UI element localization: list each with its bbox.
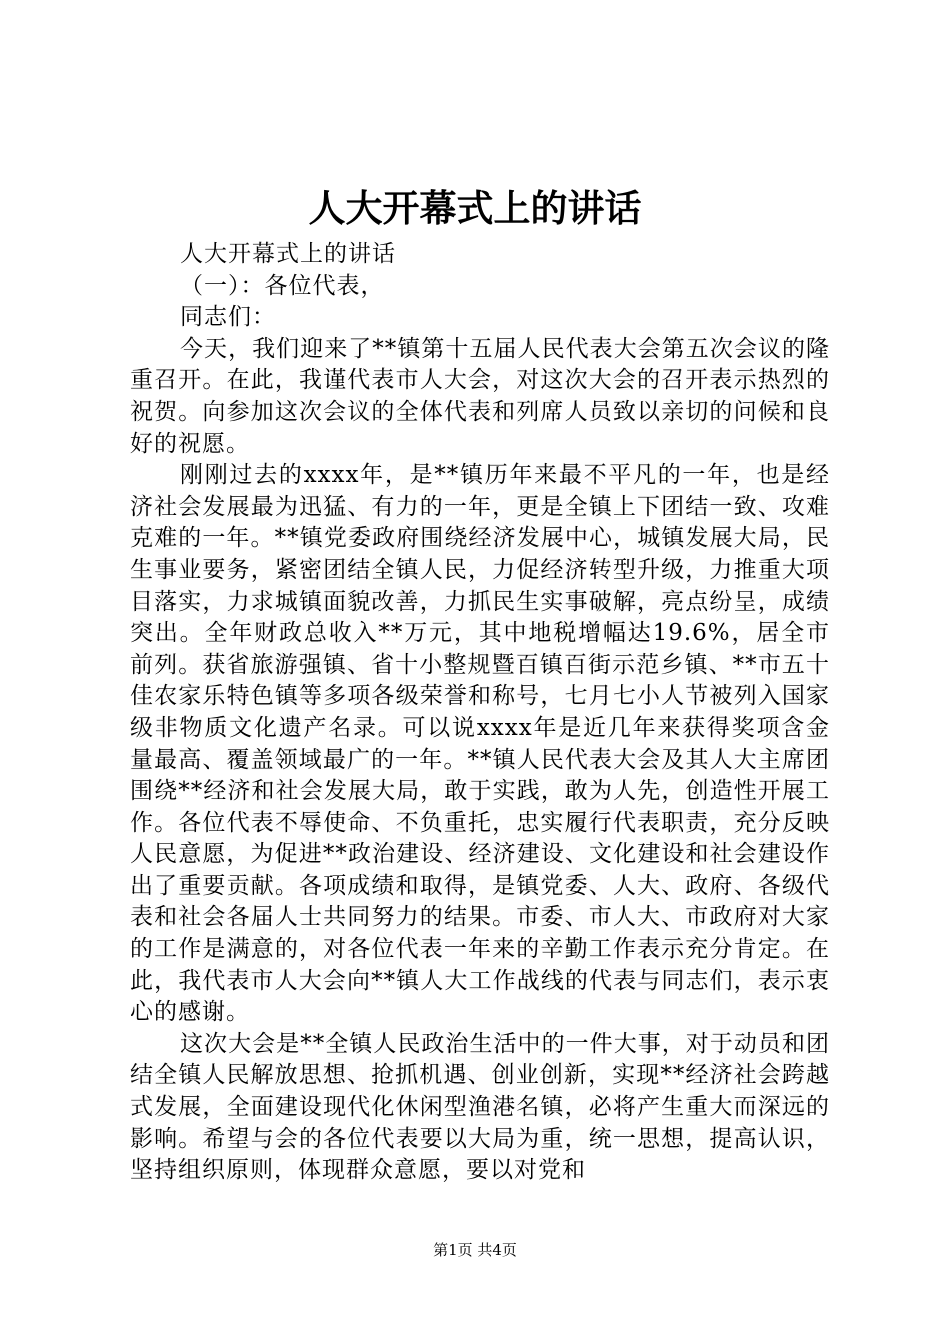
- page-number-footer: 第1页 共4页: [433, 1241, 517, 1259]
- paragraph-comrades: 同志们：: [180, 304, 276, 331]
- paragraph-salutation: （一）：各位代表，: [180, 272, 385, 299]
- document-title: 人大开幕式上的讲话: [308, 186, 642, 230]
- paragraph-opening: 今天，我们迎来了**镇第十五届人民代表大会第五次会议的隆重召开。在此，我谨代表市人大会，对这次大会的召开表示热烈的祝贺。向参加这次会议的全体代表和列席人员致以亲切的问候和良好的祝愿。: [130, 335, 830, 457]
- document-body: [130, 239, 830, 1187]
- paragraph-achievements: 刚刚过去的xxxx年，是**镇历年来最不平凡的一年，也是经济社会发展最为迅猛、有力的一年，更是全镇上下团结一致、攻难克难的一年。**镇党委政府围绕经济发展中心，城镇发展大局，民生事业要务，紧密团结全镇人民，力促经济转型升级，力推重大项目落实，力求城镇面貌改善，力抓民生实事破解，亮点纷呈，成绩突出。全年财政总收入**万元，其中地税增幅达19.6%，居全市前列。获省旅游强镇、省十小整规暨百镇百街示范乡镇、**市五十佳农家乐特色镇等多项各级荣誉和称号，七月七小人节被列入国家级非物质文化遗产名录。可以说xxxx年是近几年来获得奖项含金量最高、覆盖领域最广的一年。**镇人民代表大会及其人大主席团围绕**经济和社会发展大局，敢于实践，敢为人先，创造性开展工作。各位代表不辱使命、不负重托，忠实履行代表职责，充分反映人民意愿，为促进**政治建设、经济建设、文化建设和社会建设作出了重要贡献。各项成绩和取得，是镇党委、人大、政府、各级代表和社会各届人士共同努力的结果。市委、市人大、市政府对大家的工作是满意的，对各位代表一年来的辛勤工作表示充分肯定。在此，我代表市人大会向**镇人大工作战线的代表与同志们，表示衷心的感谢。: [130, 462, 830, 1026]
- paragraph-significance: 这次大会是**全镇人民政治生活中的一件大事，对于动员和团结全镇人民解放思想、抢抓机遇、创业创新，实现**经济社会跨越式发展，全面建设现代化休闲型渔港名镇，必将产生重大而深远的影响。希望与会的各位代表要以大局为重，统一思想，提高认识，坚持组织原则，体现群众意愿，要以对党和: [130, 1030, 830, 1184]
- paragraph-subtitle: 人大开幕式上的讲话: [180, 241, 396, 267]
